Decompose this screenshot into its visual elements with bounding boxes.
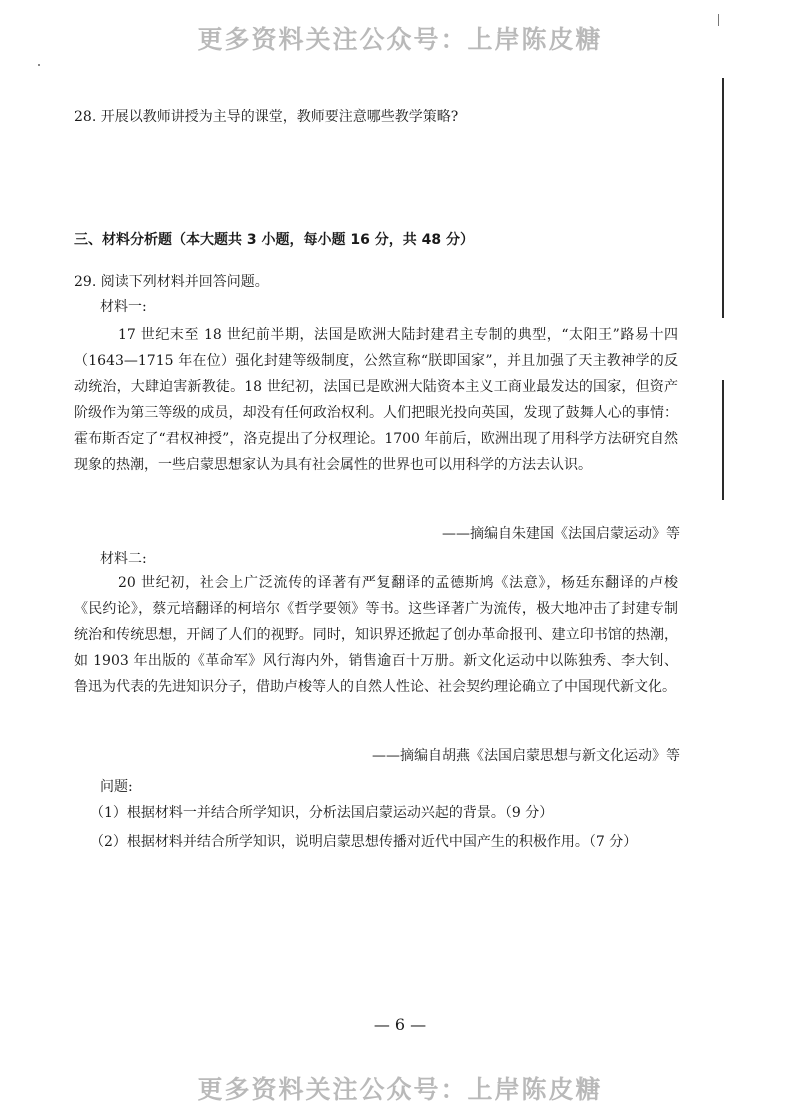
question-28: 28. 开展以教师讲授为主导的课堂，教师要注意哪些教学策略?	[74, 109, 459, 125]
page-number: — 6 —	[373, 1015, 427, 1034]
watermark-bottom: 更多资料关注公众号：上岸陈皮糖	[197, 1075, 603, 1104]
margin-rule-lower	[722, 380, 724, 500]
margin-rule	[722, 78, 724, 318]
material-2-label: 材料二:	[100, 551, 147, 567]
question-29-prompt: 29. 阅读下列材料并回答问题。	[74, 274, 269, 290]
material-2-source: ——摘编自胡燕《法国启蒙思想与新文化运动》等	[372, 748, 680, 764]
material-2-text: 20 世纪初，社会上广泛流传的译著有严复翻译的孟德斯鸠《法意》，杨廷东翻译的卢梭《民约论》，蔡元培翻译的柯培尔《哲学要领》等书。这些译著广为流传，极大地冲击了封建专制统治和传统思想，开阔了人们的视野。同时，知识界还掀起了创办革命报刊、建立印书馆的热潮，如 1903 年出版的《革命军》风行海内外，销售逾百十万册。新文化运动中以陈独秀、李大钊、鲁迅为代表的先进知识分子，借助卢梭等人的自然人性论、社会契约理论确立了中国现代新文化。	[74, 575, 678, 695]
questions-label: 问题:	[100, 779, 133, 795]
sub-question-2: （2）根据材料并结合所学知识，说明启蒙思想传播对近代中国产生的积极作用。（7 分）	[90, 834, 638, 850]
sub-question-1: （1）根据材料一并结合所学知识，分析法国启蒙运动兴起的背景。（9 分）	[90, 805, 554, 821]
material-1-label: 材料一:	[100, 299, 147, 315]
material-1-text: 17 世纪末至 18 世纪前半期，法国是欧洲大陆封建君主专制的典型，“太阳王”路易十四（1643—1715 年在位）强化封建等级制度，公然宣称“朕即国家”，并且加强了天主教神学的反动统治，大肆迫害新教徒。18 世纪初，法国已是欧洲大陆资本主义工商业最发达的国家，但资产阶级作为第三等级的成员，却没有任何政治权利。人们把眼光投向英国，发现了鼓舞人心的事情：霍布斯否定了“君权神授”，洛克提出了分权理论。1700 年前后，欧洲出现了用科学方法研究自然现象的热潮，一些启蒙思想家认为具有社会属性的世界也可以用科学的方法去认识。	[74, 327, 678, 473]
watermark-top: 更多资料关注公众号：上岸陈皮糖	[197, 25, 603, 54]
scan-edge-mark	[718, 14, 725, 26]
scan-dot	[38, 64, 40, 66]
section-heading: 三、材料分析题（本大题共 3 小题，每小题 16 分，共 48 分）	[74, 232, 474, 248]
material-1-source: ——摘编自朱建国《法国启蒙运动》等	[442, 526, 680, 542]
